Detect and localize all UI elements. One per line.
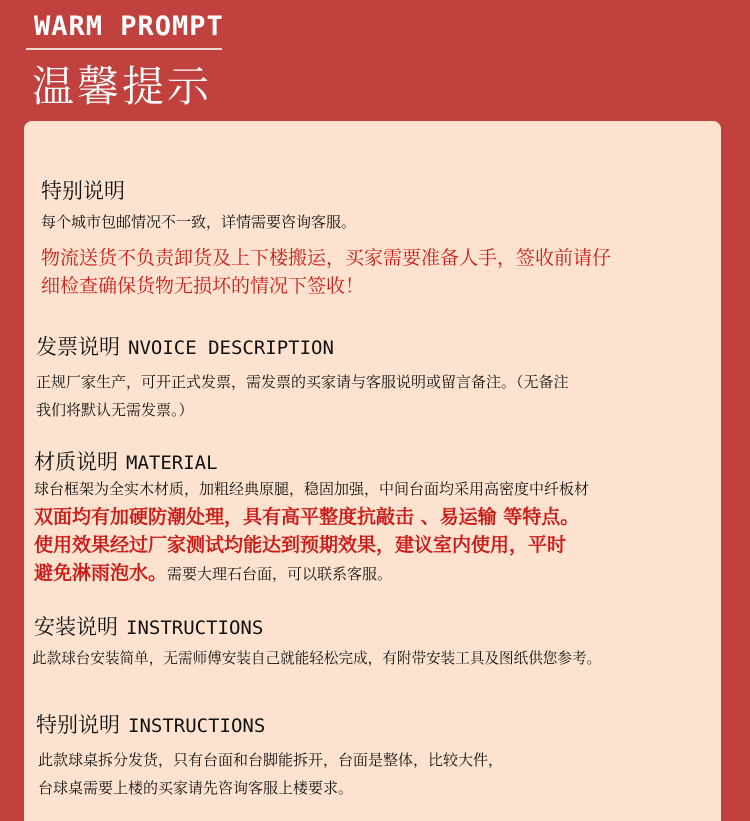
material-warning-2: 使用效果经过厂家测试均能达到预期效果，建议室内使用，平时 bbox=[34, 534, 567, 556]
material-warning-3: 避免淋雨泡水。 bbox=[34, 562, 168, 584]
material-heading-cn: 材质说明 bbox=[34, 450, 118, 474]
invoice-heading-cn: 发票说明 bbox=[36, 335, 120, 359]
material-heading bbox=[34, 448, 218, 477]
special-text: 每个城市包邮情况不一致，详情需要咨询客服。 bbox=[41, 213, 357, 231]
install-heading-cn: 安装说明 bbox=[34, 615, 118, 639]
header-divider bbox=[26, 48, 222, 50]
special-warning-1: 物流送货不负责卸货及上下楼搬运，买家需要准备人手，签收前请仔 bbox=[41, 247, 612, 269]
material-text-1: 球台框架为全实木材质，加粗经典原腿，稳固加强，中间台面均采用高密度中纤板材 bbox=[34, 480, 590, 498]
special2-heading-cn: 特别说明 bbox=[36, 713, 120, 737]
install-heading bbox=[34, 613, 263, 642]
install-heading-en: INSTRUCTIONS bbox=[126, 617, 264, 639]
special2-heading bbox=[36, 711, 265, 740]
install-text: 此款球台安装简单，无需师傅安装自己就能轻松完成，有附带安装工具及图纸供您参考。 bbox=[32, 650, 602, 667]
special-warning-2: 细检查确保货物无损坏的情况下签收！ bbox=[41, 275, 365, 297]
material-last-line bbox=[34, 562, 392, 585]
material-heading-en: MATERIAL bbox=[126, 452, 218, 474]
material-warning-1: 双面均有加硬防潮处理，具有高平整度抗敲击 、易运输 等特点。 bbox=[34, 506, 580, 528]
invoice-text-1: 正规厂家生产，可开正式发票，需发票的买家请与客服说明或留言备注。（无备注 bbox=[36, 373, 569, 391]
invoice-heading-en: NVOICE DESCRIPTION bbox=[128, 337, 334, 359]
header-title-en: WARM PROMPT bbox=[34, 11, 224, 42]
invoice-text-2: 我们将默认无需发票。） bbox=[36, 401, 194, 419]
special2-text-1: 此款球桌拆分发货，只有台面和台脚能拆开，台面是整体，比较大件， bbox=[38, 751, 504, 769]
material-tail: 需要大理石台面，可以联系客服。 bbox=[167, 565, 393, 583]
special2-heading-en: INSTRUCTIONS bbox=[128, 715, 266, 737]
header-title-cn: 温馨提示 bbox=[32, 62, 213, 111]
content-card bbox=[24, 121, 721, 821]
special-heading: 特别说明 bbox=[41, 179, 125, 203]
invoice-heading bbox=[36, 333, 334, 362]
special2-text-2: 台球桌需要上楼的买家请先咨询客服上楼要求。 bbox=[38, 779, 354, 797]
